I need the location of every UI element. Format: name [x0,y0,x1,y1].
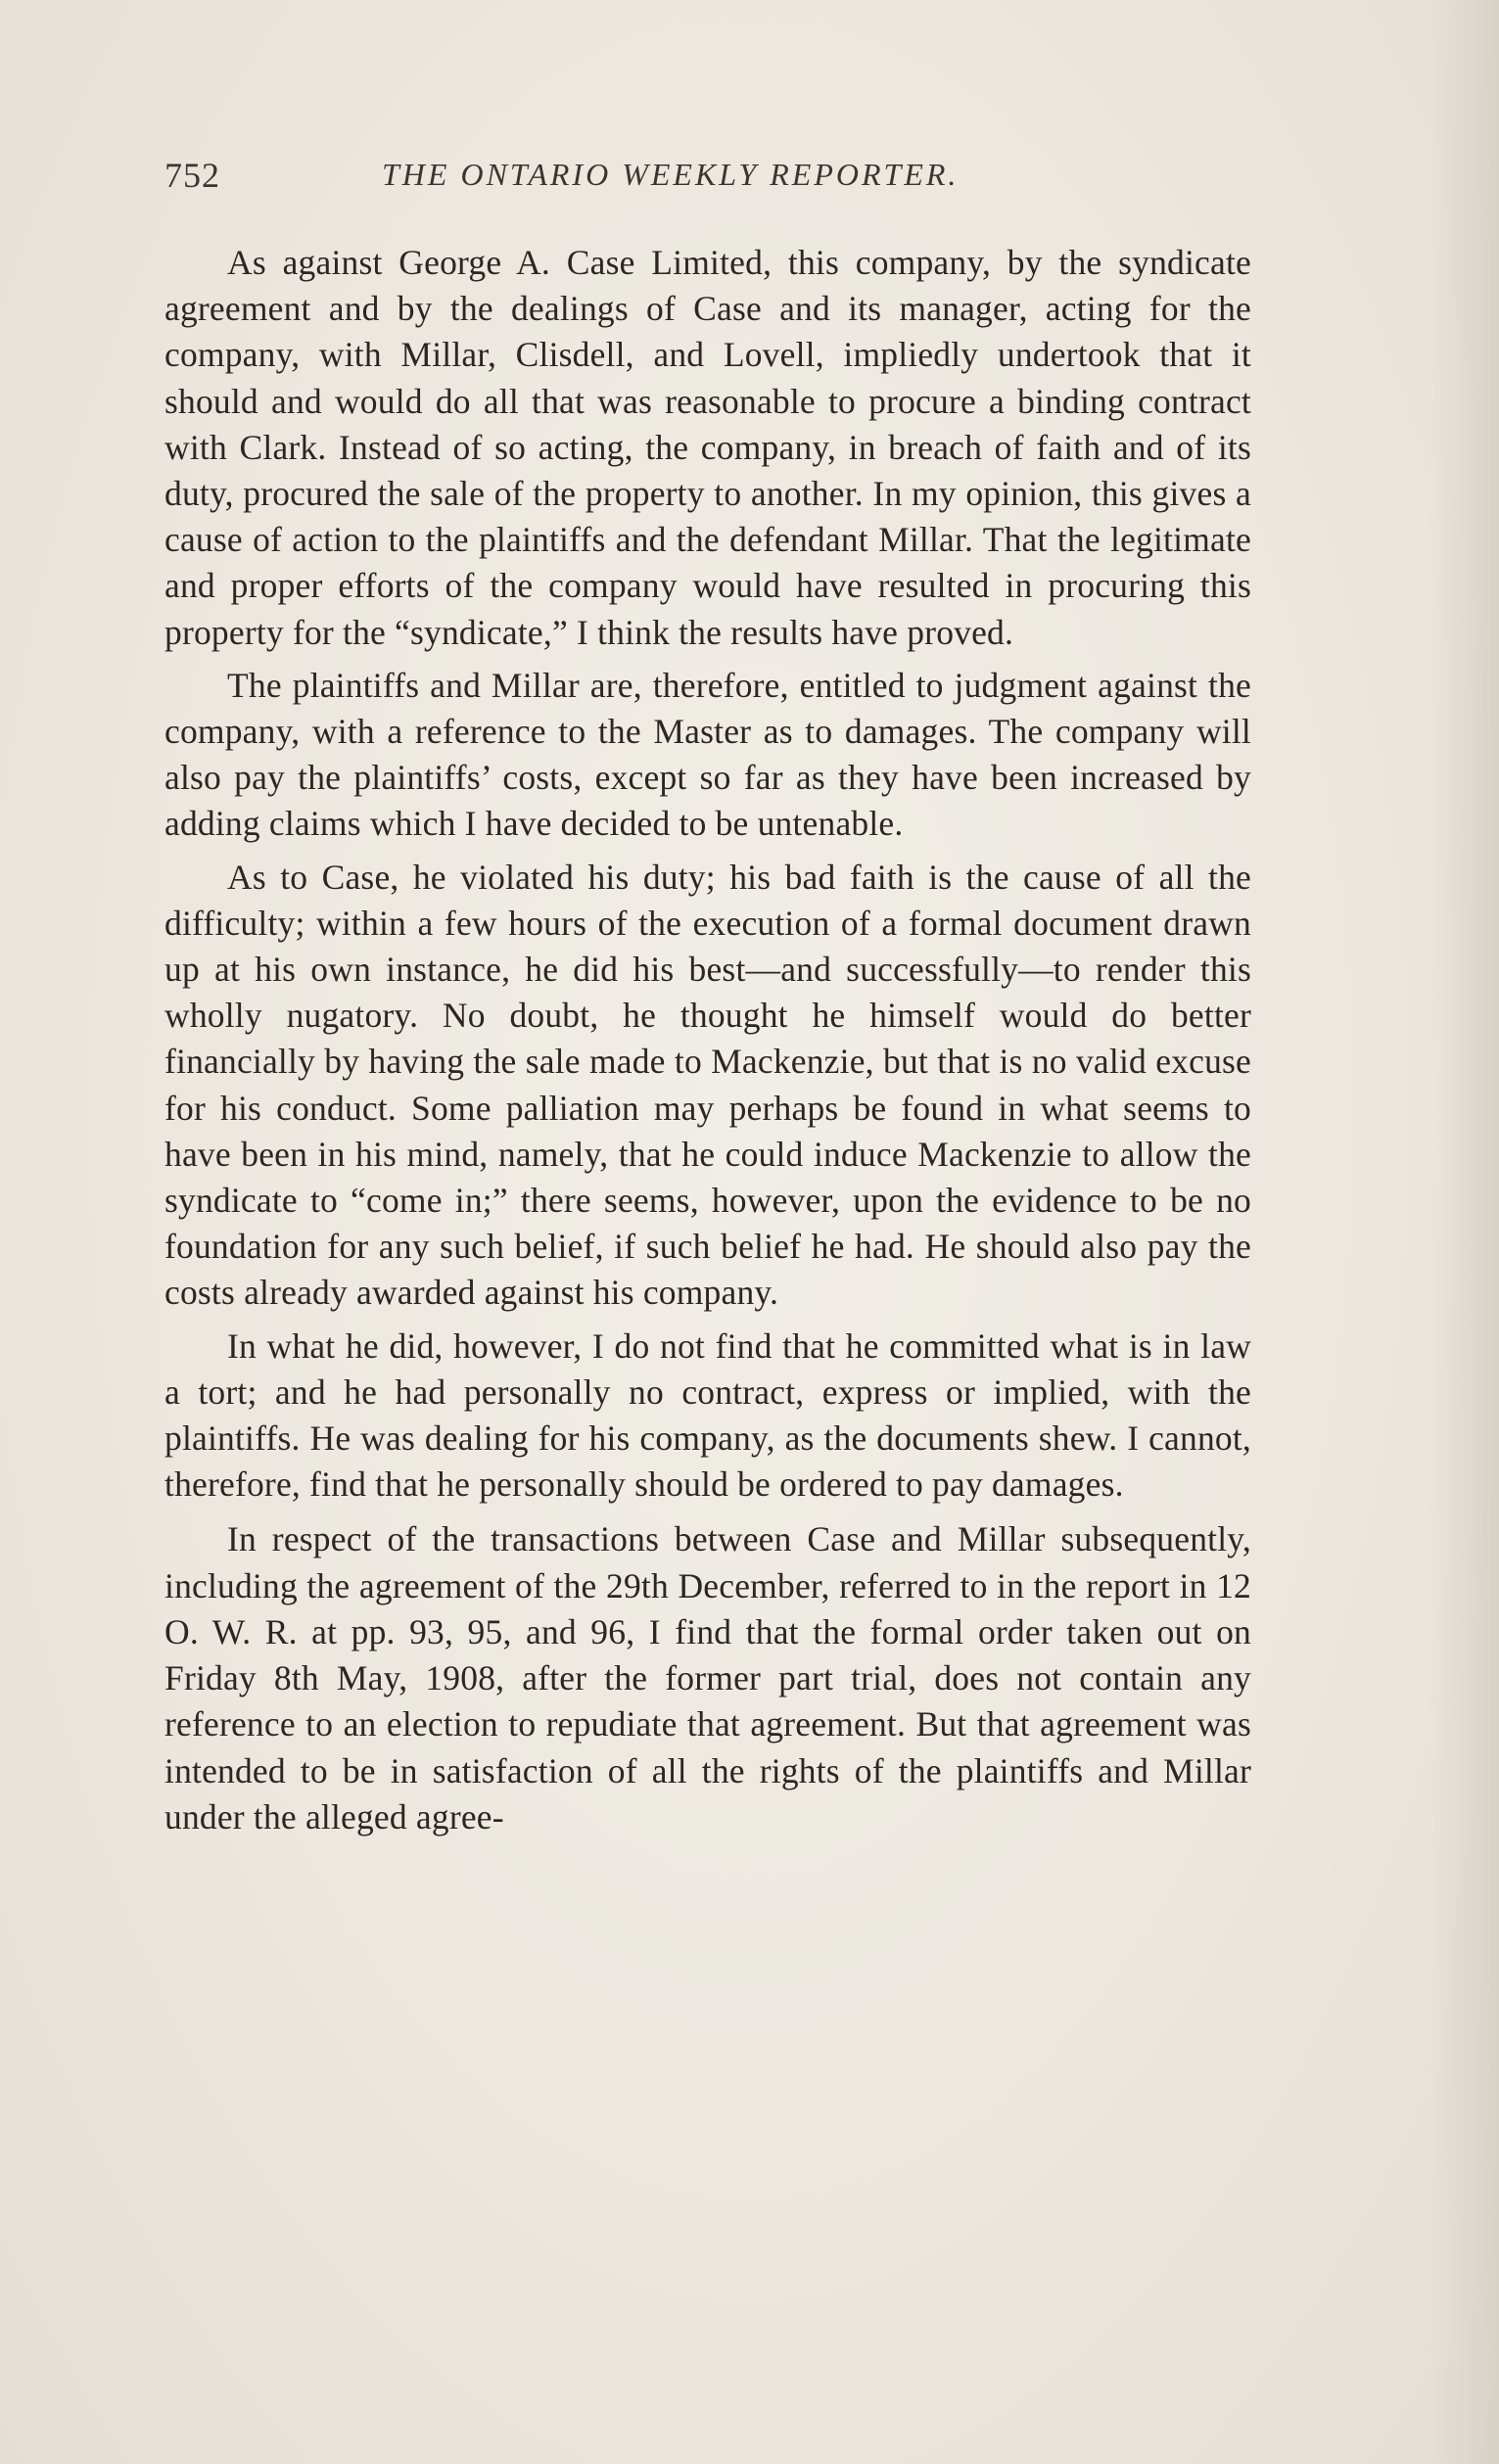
page-number: 752 [164,156,220,195]
paragraph-2: The plaintiffs and Millar are, therefore, entitled to judgment against the company, with a reference to the Master as to damages. The company will also pay the plaintiffs’ costs, except so far as they have been increased by adding claims which I have decided to be untenable. [164,665,1251,844]
page-edge-shadow [1430,0,1499,2464]
running-head: THE ONTARIO WEEKLY REPORTER. [382,157,960,192]
paragraph-5: In respect of the transactions between Case and Millar subsequently, including the agreement of the 29th December, referred to in the report in 12 O. W. R. at pp. 93, 95, and 96, I find that the formal order taken out on Friday 8th May, 1908, after the former part trial, does not contain any reference to an election to repudiate that agreement. But that agreement was intended to be in satisfaction of all the rights of the plaintiffs and Millar under the alleged agree- [164,1519,1251,1836]
paragraph-1: As against George A. Case Limited, this company, by the syndicate agreement and by the dealings of Case and its manager, acting for the company, with Millar, Clisdell, and Lovell, impliedly undertook that it should and would do all that was reasonable to procure a binding contract with Clark. Instead of so acting, the company, in breach of faith and of its duty, procured the sale of the property to another. In my opinion, this gives a cause of action to the plaintiffs and the defendant Millar. That the legitimate and proper efforts of the company would have resulted in procuring this property for the “syndicate,” I think the results have proved. [164,243,1251,652]
page-header [164,155,1259,204]
body-text [164,240,1251,1849]
paragraph-3: As to Case, he violated his duty; his bad faith is the cause of all the difficulty; within a few hours of the execution of a formal document drawn up at his own instance, he did his best—and successfully—to render this wholly nugatory. No doubt, he thought he himself would do better financially by having the sale made to Mackenzie, but that is no valid excuse for his conduct. Some palliation may perhaps be found in what seems to have been in his mind, namely, that he could induce Mackenzie to allow the syndicate to “come in;” there seems, however, upon the evidence to be no foundation for any such belief, if such belief he had. He should also pay the costs already awarded against his company. [164,857,1251,1313]
paragraph-4: In what he did, however, I do not find that he committed what is in law a tort; and he had personally no contract, express or implied, with the plaintiffs. He was dealing for his company, as the documents shew. I cannot, therefore, find that he personally should be ordered to pay damages. [164,1325,1251,1505]
